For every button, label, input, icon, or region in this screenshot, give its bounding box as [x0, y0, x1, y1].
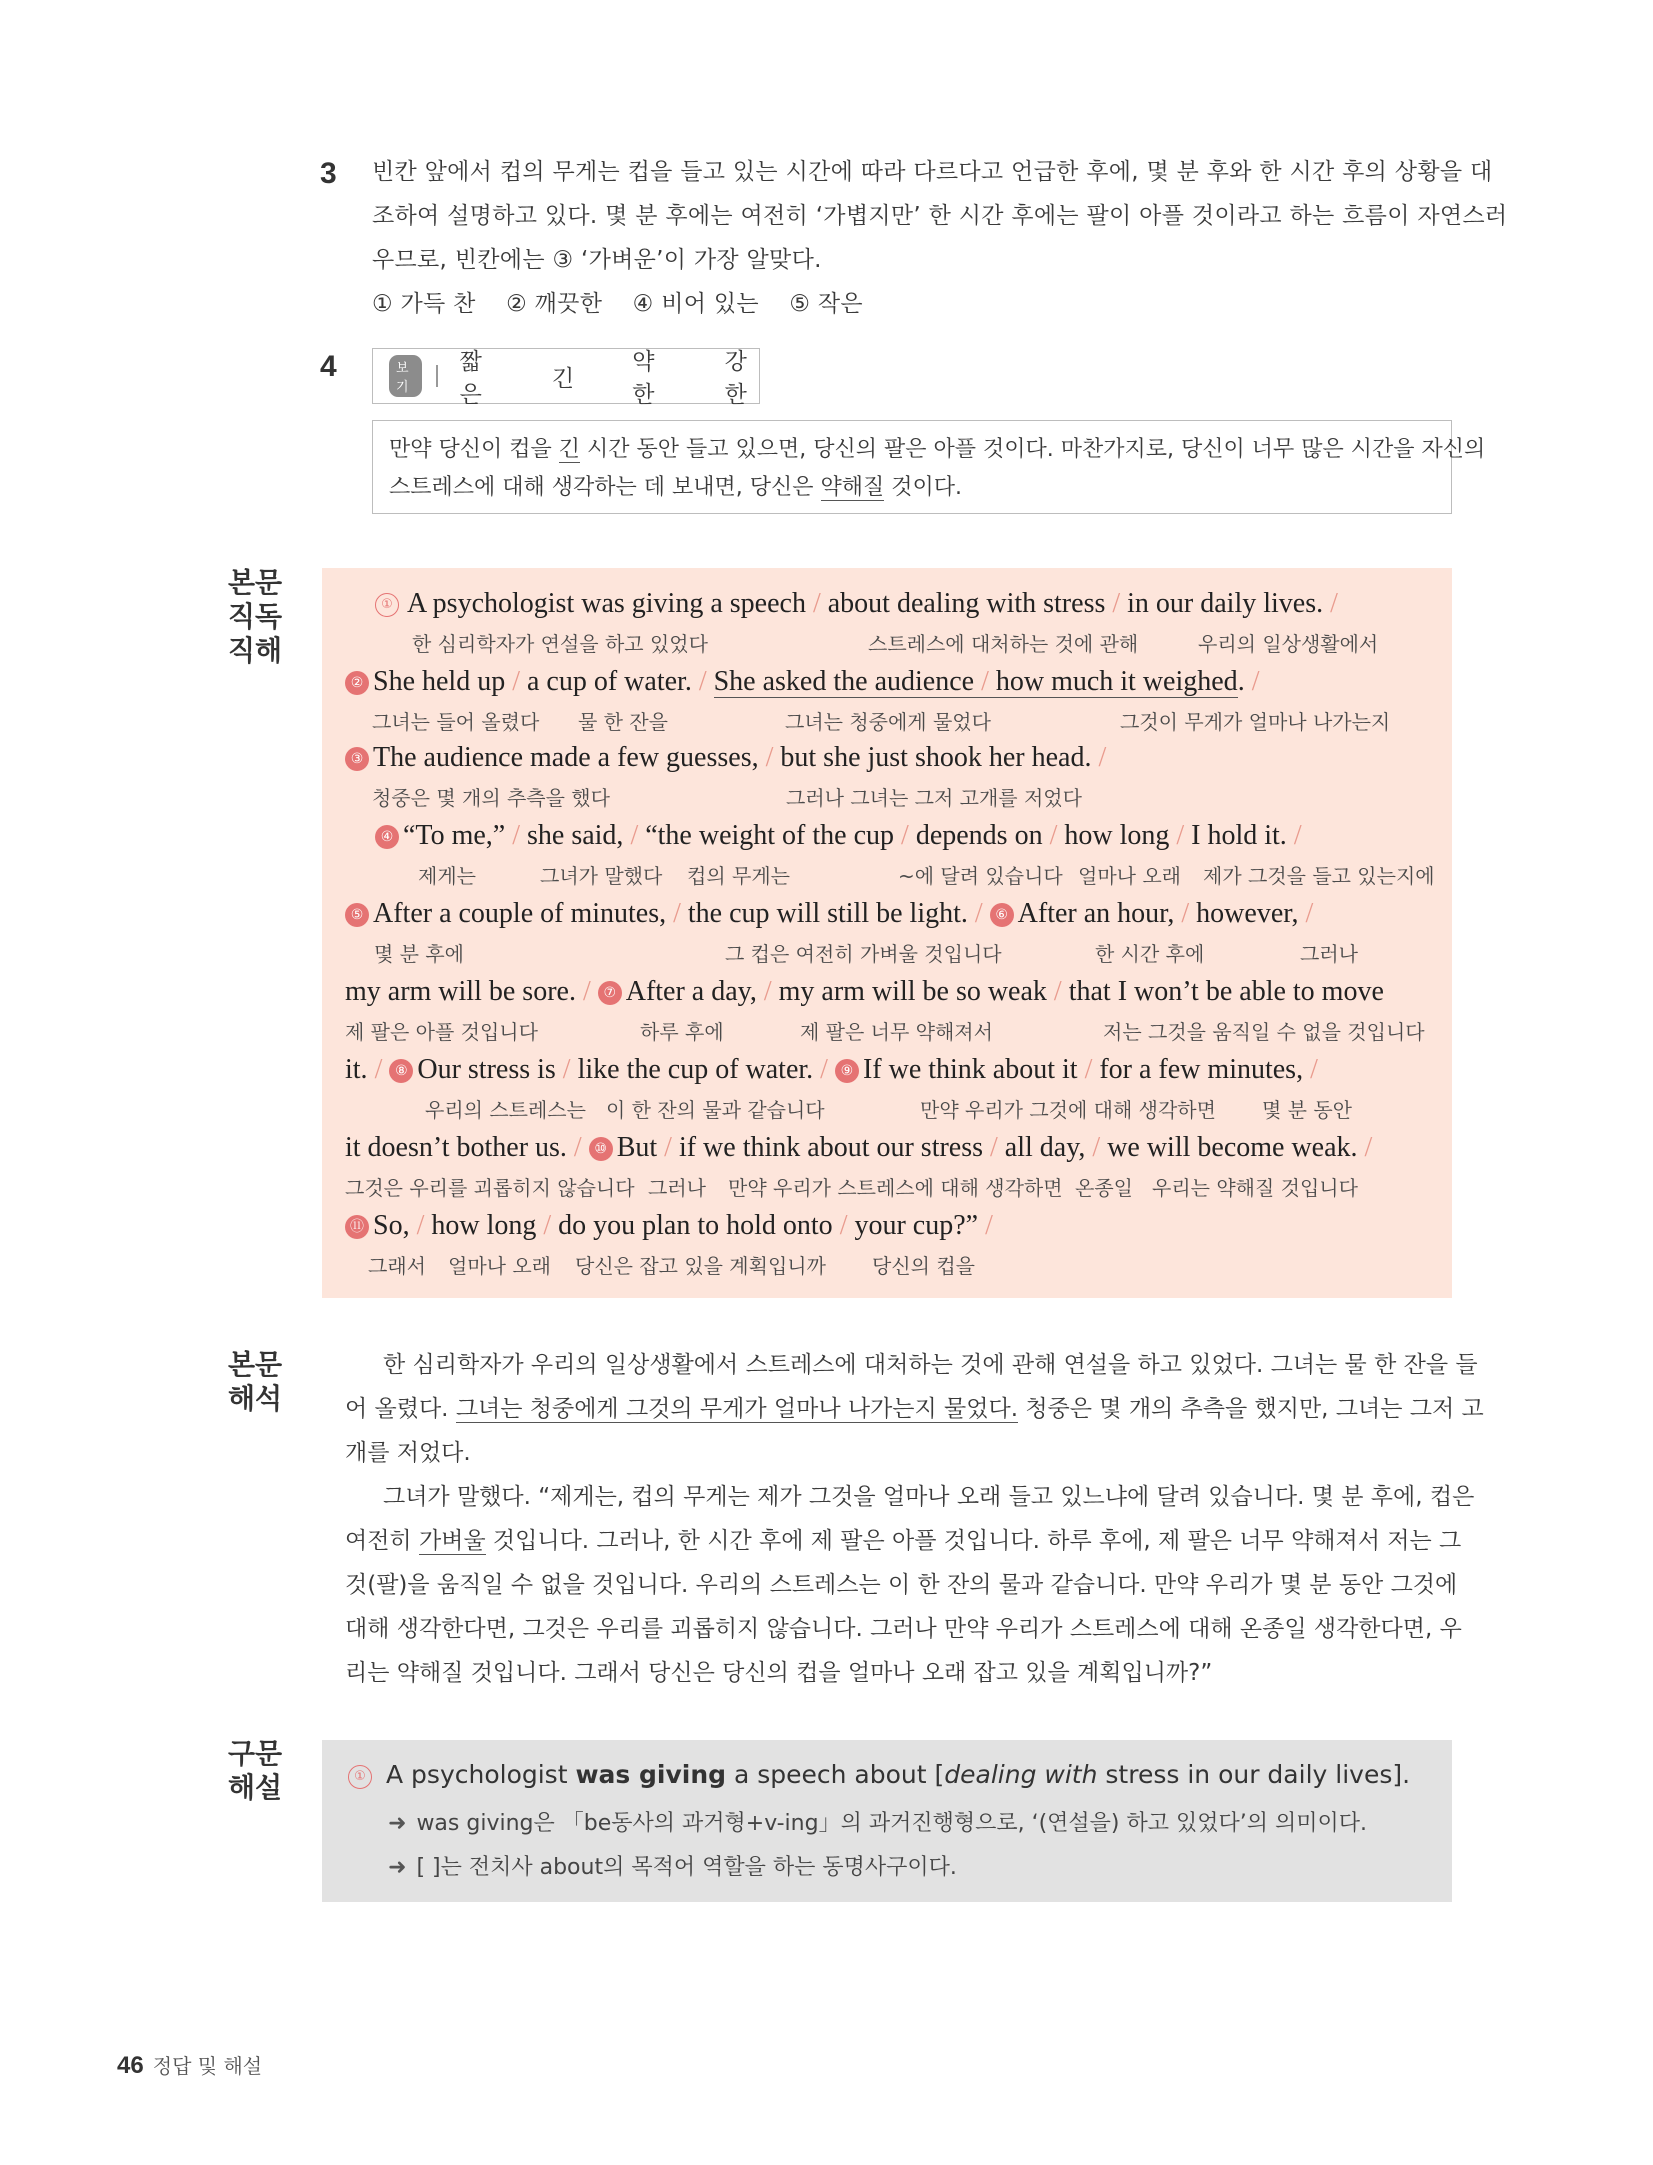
gloss: 한 심리학자가 연설을 하고 있었다	[412, 632, 708, 656]
text: 청중은 몇 개의 추측을 했지만, 그녀는 그저 고	[1018, 1396, 1484, 1422]
chunk: “the weight of the cup	[645, 820, 895, 851]
slash: /	[1364, 1132, 1373, 1163]
slash: /	[763, 976, 772, 1007]
sentence-number: ⑪	[345, 1215, 369, 1239]
gloss: 얼마나 오래	[1078, 864, 1181, 888]
gloss: 그녀가 말했다	[540, 864, 663, 888]
slash: /	[1084, 1054, 1093, 1085]
reading-line-4	[375, 820, 1302, 852]
italic-text: dealing with	[944, 1760, 1098, 1789]
underlined-chunk: how much it weighed	[995, 666, 1238, 697]
slash: /	[630, 820, 639, 851]
reading-line-1	[375, 588, 1338, 620]
q3-line-1: 빈칸 앞에서 컵의 무게는 컵을 들고 있는 시간에 따라 다르다고 언급한 후에, 몇 분 후와 한 시간 후의 상황을 대	[372, 159, 1493, 185]
reading-line-3	[345, 742, 1106, 774]
label-line: 직독	[228, 600, 283, 633]
reading-line-9	[345, 1210, 993, 1242]
gloss: 몇 분 동안	[1262, 1098, 1352, 1122]
gloss: 그녀는 청중에게 물었다	[785, 710, 991, 734]
trans-line: 그녀가 말했다. “제게는, 컵의 무게는 제가 그것을 얼마나 오래 들고 있느냐에 달려 있습니다. 몇 분 후에, 컵은	[383, 1484, 1475, 1510]
chunk: Our stress is	[417, 1054, 556, 1085]
chunk: depends on	[915, 820, 1043, 851]
chunk: “To me,”	[403, 820, 506, 851]
gloss: 제 팔은 너무 약해져서	[800, 1020, 993, 1044]
bogi-divider	[436, 365, 437, 387]
chunk: if we think about our stress	[678, 1132, 984, 1163]
gloss: 그것은 우리를 괴롭히지 않습니다	[345, 1176, 635, 1200]
gloss: 그래서	[368, 1254, 426, 1278]
text: 의 목적어 역할을 하는 동명사구이다.	[603, 1855, 957, 1880]
sentence-number: ⑤	[345, 903, 369, 927]
slash: /	[512, 666, 520, 697]
bogi-box	[372, 348, 760, 408]
chunk: a cup of water.	[527, 666, 692, 697]
sentence-number: ③	[345, 747, 369, 771]
q4-summary-box	[372, 420, 1486, 514]
chunk: After a couple of minutes,	[373, 898, 667, 929]
trans-line	[345, 1387, 1484, 1431]
sentence-number: ②	[345, 671, 369, 695]
chunk: my arm will be sore.	[345, 976, 576, 1007]
chunk: we will become weak.	[1107, 1132, 1358, 1163]
grammar-note-1	[388, 1806, 1367, 1837]
slash: /	[765, 742, 774, 773]
slash: /	[416, 1210, 425, 1241]
text: 것입니다. 그러나, 한 시간 후에 제 팔은 아플 것입니다. 하루 후에, 제 팔은 너무 약해져서 저는 그	[485, 1528, 1462, 1554]
slash: /	[901, 820, 909, 851]
gloss: 몇 분 후에	[374, 942, 464, 966]
text: A psychologist	[386, 1760, 576, 1789]
chunk: like the cup of water.	[577, 1054, 814, 1085]
bogi-word: 짧은	[459, 349, 482, 408]
gloss: 제게는	[418, 864, 476, 888]
slash: /	[1310, 1054, 1318, 1085]
chunk: my arm will be so weak	[778, 976, 1047, 1007]
slash: /	[673, 898, 681, 929]
sentence-number: ⑧	[389, 1059, 413, 1083]
bogi-label: 보기	[389, 355, 422, 397]
slash: /	[990, 1132, 998, 1163]
grammar-note-2	[388, 1850, 957, 1881]
gloss: ~에 달려 있습니다	[898, 864, 1063, 888]
gloss: 제 팔은 아플 것입니다	[345, 1020, 538, 1044]
slash: /	[562, 1054, 571, 1085]
label-line: 본문	[228, 566, 283, 599]
question-3-explanation	[372, 150, 1508, 326]
slash: /	[1176, 820, 1185, 851]
q4-summary-line-2	[389, 469, 1435, 507]
section-label-translation	[228, 1348, 282, 1416]
gloss: 저는 그것을 움직일 수 없을 것입니다	[1103, 1020, 1425, 1044]
gloss: 얼마나 오래	[448, 1254, 551, 1278]
text: [ ]는 전치사	[416, 1855, 540, 1880]
text: v-ing	[764, 1811, 819, 1836]
gloss: 그러나 그녀는 그저 고개를 저었다	[786, 786, 1082, 810]
label-line: 해설	[228, 1771, 283, 1804]
slash: /	[512, 820, 520, 851]
grammar-sentence	[348, 1760, 1410, 1789]
gloss: 그러나	[1300, 942, 1358, 966]
sentence-number: ④	[375, 825, 399, 849]
text: be	[583, 1811, 612, 1836]
gloss: 만약 우리가 스트레스에 대해 생각하면	[728, 1176, 1063, 1200]
text: a speech about [	[726, 1760, 945, 1789]
chunk: but she just shook her head.	[780, 742, 1092, 773]
reading-line-7	[345, 1054, 1318, 1086]
q3-line-2: 조하여 설명하고 있다. 몇 분 후에는 여전히 ‘가볍지만’ 한 시간 후에는 팔이 아플 것이라고 하는 흐름이 자연스러	[372, 203, 1508, 229]
chunk: She held up	[373, 666, 506, 697]
translation-body	[345, 1343, 1484, 1695]
q3-line-3: 우므로, 빈칸에는 ③ ‘가벼운’이 가장 알맞다.	[372, 247, 822, 273]
slash: /	[1092, 1132, 1101, 1163]
footer-label: 정답 및 해설	[152, 2054, 263, 2078]
reading-line-2: ② She held up / a cup of water. / She asked the audience / how much it weighed. /	[345, 666, 1259, 698]
text: was giving	[416, 1811, 534, 1836]
slash: /	[985, 1210, 993, 1241]
label-line: 직해	[228, 634, 283, 667]
reading-line-8	[345, 1132, 1372, 1164]
section-label-grammar	[228, 1737, 282, 1805]
slash: /	[974, 898, 983, 929]
gloss: 컵의 무게는	[687, 864, 790, 888]
text: 여전히	[345, 1528, 419, 1554]
gloss: 그 컵은 여전히 가벼울 것입니다	[725, 942, 1002, 966]
slash: /	[664, 1132, 672, 1163]
gloss: 우리의 스트레스는	[425, 1098, 586, 1122]
slash: /	[374, 1054, 383, 1085]
sentence-number: ⑦	[598, 981, 622, 1005]
text: stress in our daily lives].	[1097, 1760, 1411, 1789]
sentence-number: ⑩	[589, 1137, 613, 1161]
slash: /	[1098, 742, 1107, 773]
text: 것이다.	[884, 475, 963, 500]
text: 만약 당신이 컵을	[389, 437, 559, 462]
bogi-word: 긴	[551, 365, 575, 392]
gloss: 우리는 약해질 것입니다	[1152, 1176, 1358, 1200]
chunk: If we think about it	[862, 1054, 1078, 1085]
chunk: I hold it.	[1191, 820, 1287, 851]
slash: /	[1049, 820, 1058, 851]
chunk: do you plan to hold onto	[558, 1210, 833, 1241]
arrow-icon: ➜	[388, 1811, 407, 1836]
slash: /	[1181, 898, 1190, 929]
gloss: 물 한 잔을	[578, 710, 668, 734]
gloss: 그러나	[648, 1176, 706, 1200]
gloss: 그것이 무게가 얼마나 나가는지	[1120, 710, 1391, 734]
section-label-direct	[228, 566, 282, 668]
sentence-number: ①	[375, 593, 399, 617]
gloss: 당신의 컵을	[872, 1254, 975, 1278]
chunk: in our daily lives.	[1127, 588, 1324, 619]
q4-summary-line-1	[389, 431, 1486, 469]
chunk: the cup will still be light.	[687, 898, 968, 929]
chunk: how long	[1064, 820, 1170, 851]
slash: /	[573, 1132, 582, 1163]
reading-line-5	[345, 898, 1313, 930]
chunk: how long	[431, 1210, 537, 1241]
trans-line: 한 심리학자가 우리의 일상생활에서 스트레스에 대처하는 것에 관해 연설을 하고 있었다. 그녀는 물 한 잔을 들	[383, 1352, 1478, 1378]
text: about	[539, 1855, 604, 1880]
gloss: 하루 후에	[640, 1020, 724, 1044]
label-line: 해석	[228, 1382, 283, 1415]
chunk: But	[616, 1132, 658, 1163]
chunk: about dealing with stress	[827, 588, 1106, 619]
page-number: 46	[117, 2052, 144, 2079]
sentence-number: ⑥	[990, 903, 1014, 927]
slash: /	[1112, 588, 1121, 619]
chunk: she said,	[527, 820, 624, 851]
slash: /	[812, 588, 821, 619]
trans-line: 대해 생각한다면, 그것은 우리를 괴롭히지 않습니다. 그러나 만약 우리가 스트레스에 대해 온종일 생각한다면, 우	[345, 1616, 1462, 1642]
question-4-number: 4	[320, 350, 337, 383]
bogi-word: 약한	[632, 349, 655, 408]
trans-line: 개를 저었다.	[345, 1440, 471, 1466]
slash: /	[820, 1054, 828, 1085]
slash: /	[582, 976, 591, 1007]
chunk: it.	[345, 1054, 368, 1085]
gloss: 온종일	[1075, 1176, 1133, 1200]
chunk: A psychologist was giving a speech	[407, 588, 806, 619]
text: 은 「	[533, 1811, 584, 1836]
reading-line-6	[345, 976, 1384, 1008]
text: 스트레스에 대해 생각하는 데 보내면, 당신은	[389, 475, 821, 500]
underlined-text: 가벼울	[418, 1528, 486, 1554]
slash: /	[1053, 976, 1062, 1007]
gloss: 우리의 일상생활에서	[1198, 632, 1379, 656]
chunk: that I won’t be able to move	[1068, 976, 1384, 1007]
underlined-chunk: She asked the audience	[713, 666, 975, 697]
q3-options: ① 가득 찬 ② 깨끗한 ④ 비어 있는 ⑤ 작은	[372, 291, 863, 317]
bold-text: was giving	[575, 1760, 727, 1789]
chunk: for a few minutes,	[1099, 1054, 1304, 1085]
arrow-icon: ➜	[388, 1855, 407, 1880]
bogi-word: 강한	[724, 349, 747, 408]
slash: /	[1293, 820, 1302, 851]
chunk: it doesn’t bother us.	[345, 1132, 567, 1163]
trans-line: 리는 약해질 것입니다. 그래서 당신은 당신의 컵을 얼마나 오래 잡고 있을 계획입니까?”	[345, 1660, 1213, 1686]
gloss: 청중은 몇 개의 추측을 했다	[372, 786, 610, 810]
gloss: 그녀는 들어 올렸다	[372, 710, 540, 734]
sentence-number: ①	[348, 1765, 372, 1789]
chunk: however,	[1196, 898, 1299, 929]
gloss: 당신은 잡고 있을 계획입니까	[575, 1254, 826, 1278]
slash: /	[1305, 898, 1314, 929]
slash: /	[1251, 666, 1260, 697]
slash: /	[974, 666, 996, 697]
slash: /	[1330, 588, 1338, 619]
label-line: 구문	[228, 1737, 283, 1770]
chunk: So,	[373, 1210, 410, 1241]
text: 어 올렸다.	[345, 1396, 456, 1422]
chunk: After an hour,	[1017, 898, 1175, 929]
chunk: The audience made a few guesses,	[373, 742, 759, 773]
text: 동사의 과거형+	[611, 1811, 765, 1836]
trans-line	[345, 1519, 1462, 1563]
answer-underline: 긴	[558, 437, 581, 462]
gloss: 스트레스에 대처하는 것에 관해	[868, 632, 1139, 656]
slash: /	[839, 1210, 848, 1241]
chunk: all day,	[1004, 1132, 1086, 1163]
gloss: 이 한 잔의 물과 같습니다	[606, 1098, 825, 1122]
label-line: 본문	[228, 1348, 283, 1381]
text: 시간 동안 들고 있으면, 당신의 팔은 아플 것이다. 마찬가지로, 당신이 너무 많은 시간을 자신의	[580, 437, 1486, 462]
question-3-number: 3	[320, 157, 337, 190]
trans-line: 것(팔)을 움직일 수 없을 것입니다. 우리의 스트레스는 이 한 잔의 물과 같습니다. 만약 우리가 몇 분 동안 그것에	[345, 1572, 1458, 1598]
chunk: your cup?”	[854, 1210, 979, 1241]
gloss: 한 시간 후에	[1095, 942, 1205, 966]
slash: /	[543, 1210, 552, 1241]
underlined-text: 그녀는 청중에게 그것의 무게가 얼마나 나가는지 물었다.	[455, 1396, 1019, 1422]
page-footer	[117, 2050, 262, 2080]
gloss: 제가 그것을 들고 있는지에	[1203, 864, 1435, 888]
text: 」의 과거진행형으로, ‘(연설을) 하고 있었다’의 의미이다.	[818, 1811, 1367, 1836]
answer-underline: 약해질	[820, 475, 885, 500]
sentence-number: ⑨	[835, 1059, 859, 1083]
slash: /	[698, 666, 707, 697]
gloss: 만약 우리가 그것에 대해 생각하면	[920, 1098, 1216, 1122]
chunk: After a day,	[625, 976, 757, 1007]
